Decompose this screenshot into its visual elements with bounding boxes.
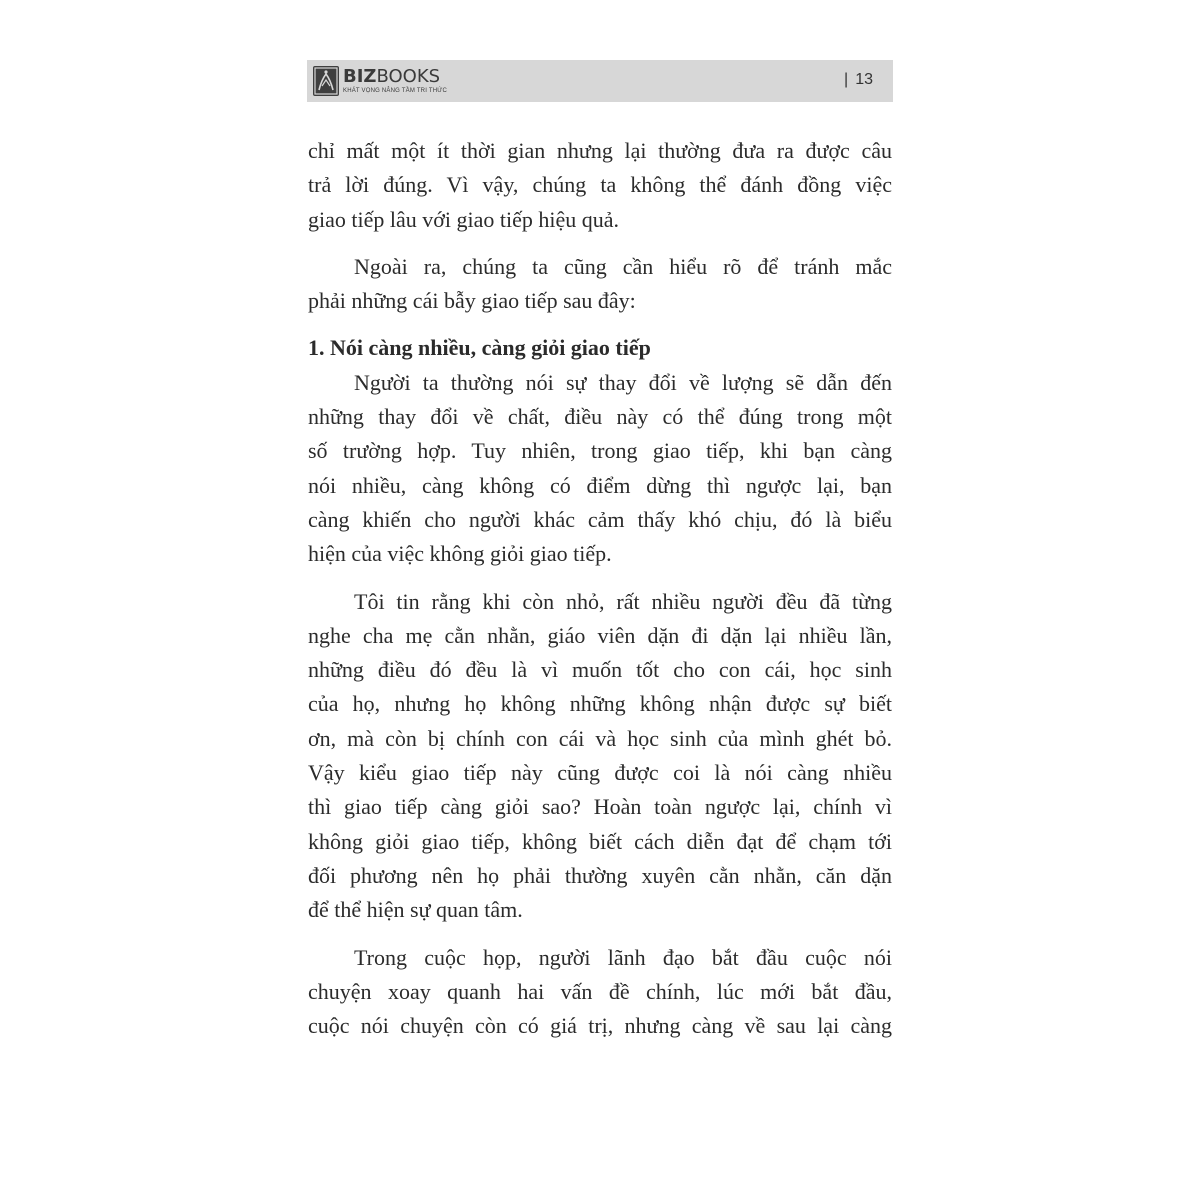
text-line: nói nhiều, càng không có điểm dừng thì ngược lại, bạn (308, 472, 892, 498)
text-line: cuộc nói chuyện còn có giá trị, nhưng càng về sau lại càng (308, 1013, 892, 1039)
text-line: ơn, mà còn bị chính con cái và học sinh của mình ghét bỏ. (308, 725, 892, 751)
running-header (307, 60, 893, 102)
bizbooks-logo (313, 63, 447, 99)
page-number-value: 13 (855, 71, 873, 88)
text-line: Trong cuộc họp, người lãnh đạo bắt đầu cuộc nói (354, 944, 892, 970)
brand-name (343, 68, 447, 86)
brand-bold: BIZ (343, 66, 377, 87)
section-heading: 1. Nói càng nhiều, càng giỏi giao tiếp (308, 335, 651, 361)
brand-regular: BOOKS (376, 66, 441, 87)
body-text (308, 134, 892, 1043)
text-line: chỉ mất một ít thời gian nhưng lại thường đưa ra được câu (308, 138, 892, 163)
text-line: Người ta thường nói sự thay đổi về lượng sẽ dẫn đến (354, 369, 892, 395)
page-number-separator: | (844, 71, 849, 88)
bizbooks-emblem-icon (313, 66, 339, 96)
text-line: chuyện xoay quanh hai vấn đề chính, lúc mới bắt đầu, (308, 978, 892, 1004)
page-number (844, 71, 873, 89)
text-line: thì giao tiếp càng giỏi sao? Hoàn toàn ngược lại, chính vì (308, 794, 892, 820)
text-line: những điều đó đều là vì muốn tốt cho con cái, học sinh (308, 657, 892, 683)
text-line: Tôi tin rằng khi còn nhỏ, rất nhiều người đều đã từng (354, 588, 892, 614)
text-line: hiện của việc không giỏi giao tiếp. (308, 541, 612, 567)
text-line: những thay đổi về chất, điều này có thể đúng trong một (308, 404, 892, 430)
text-line: trả lời đúng. Vì vậy, chúng ta không thể đánh đồng việc (308, 172, 892, 198)
text-line: càng khiến cho người khác cảm thấy khó chịu, đó là biểu (308, 506, 892, 532)
text-line: đối phương nên họ phải thường xuyên cằn nhằn, căn dặn (308, 862, 892, 888)
text-line: để thể hiện sự quan tâm. (308, 897, 523, 923)
text-line: Ngoài ra, chúng ta cũng cần hiểu rõ để tránh mắc (354, 253, 892, 279)
text-line: Vậy kiểu giao tiếp này cũng được coi là nói càng nhiều (308, 760, 892, 786)
brand-tagline: KHÁT VỌNG NÂNG TẦM TRI THỨC (343, 88, 448, 94)
paragraph-5 (308, 941, 892, 1044)
text-line: nghe cha mẹ cằn nhằn, giáo viên dặn đi dặn lại nhiều lần, (308, 622, 892, 648)
paragraph-1 (308, 134, 892, 237)
text-line: không giỏi giao tiếp, không biết cách diễn đạt để chạm tới (308, 828, 892, 854)
text-line: số trường hợp. Tuy nhiên, trong giao tiếp, khi bạn càng (308, 438, 892, 464)
paragraph-3 (308, 366, 892, 572)
text-line: giao tiếp lâu với giao tiếp hiệu quả. (308, 206, 619, 232)
text-line: của họ, nhưng họ không những không nhận được sự biết (308, 691, 892, 717)
paragraph-4 (308, 585, 892, 928)
text-line: phải những cái bẫy giao tiếp sau đây: (308, 288, 636, 314)
paragraph-2 (308, 250, 892, 319)
